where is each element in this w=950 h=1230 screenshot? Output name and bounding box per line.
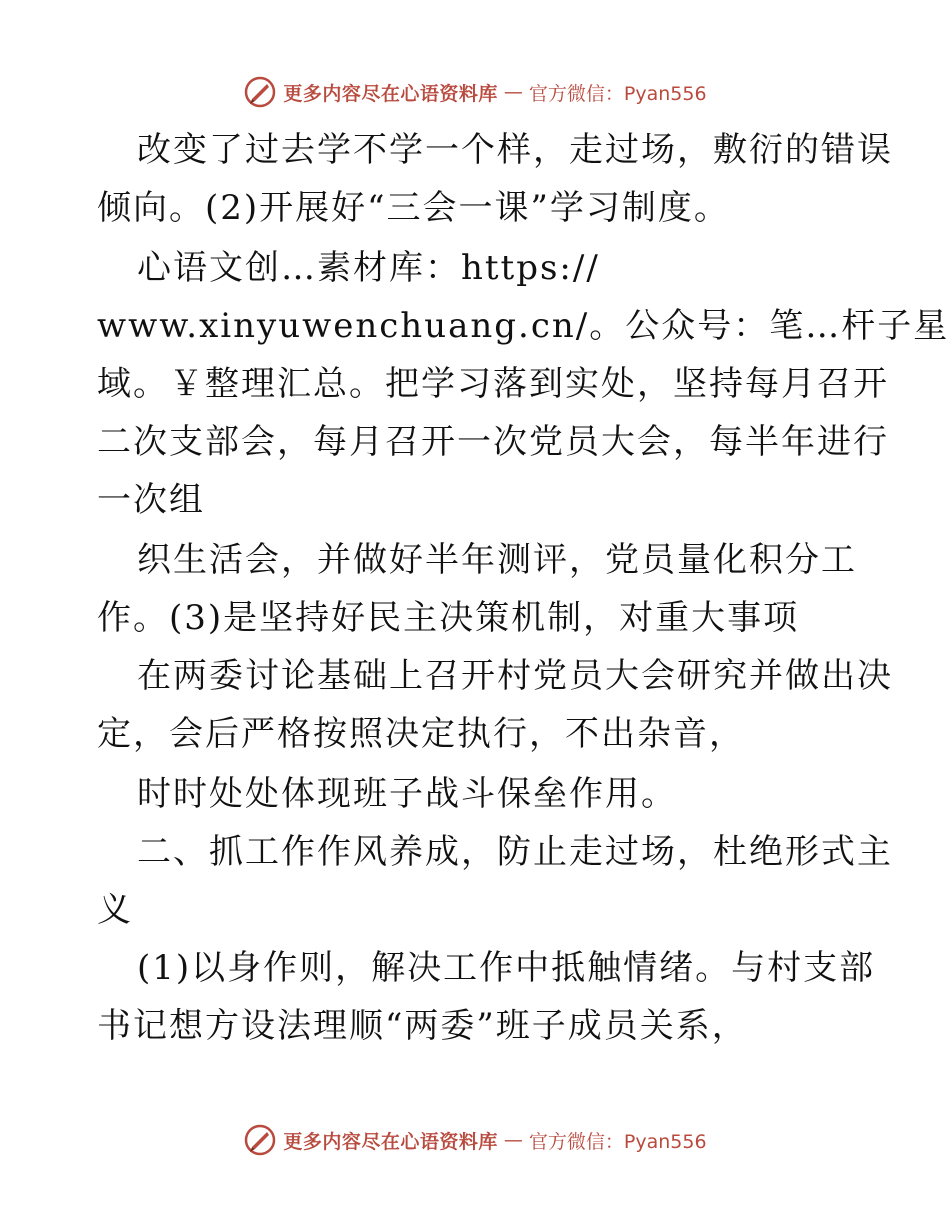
body-line: 二、抓工作作风养成，防止走过场，杜绝形式主 [137,832,893,872]
body-line: 一次组 [97,480,205,520]
body-line: 时时处处体现班子战斗保垒作用。 [137,774,677,814]
header-watermark [0,72,950,112]
body-line: 作。(3)是坚持好民主决策机制，对重大事项 [97,598,800,638]
watermark-contact: 官方微信：Pyan556 [528,1130,707,1153]
footer-watermark [0,1120,950,1160]
body-line: 心语文创…素材库：https:// [137,248,600,288]
body-line: www.xinyuwenchuang.cn/。公众号：笔…杆子星 [97,306,950,346]
quill-logo-icon [243,75,277,109]
body-line: 二次支部会，每月召开一次党员大会，每半年进行 [97,422,889,462]
body-line: 织生活会，并做好半年测评，党员量化积分工 [137,540,857,580]
body-line: 书记想方设法理顺“两委”班子成员关系， [97,1006,748,1046]
watermark-separator: — [503,1129,523,1151]
body-line: 倾向。(2)开展好“三会一课”学习制度。 [97,188,730,228]
watermark-separator: — [503,81,523,103]
watermark-text: 更多内容尽在心语资料库 [283,82,498,105]
body-line: 改变了过去学不学一个样，走过场，敷衍的错误 [137,130,893,170]
body-line: 在两委讨论基础上召开村党员大会研究并做出决 [137,656,893,696]
watermark-text: 更多内容尽在心语资料库 [283,1130,498,1153]
quill-logo-icon [243,1123,277,1157]
body-line: (1)以身作则，解决工作中抵触情绪。与村支部 [137,948,876,988]
watermark-contact: 官方微信：Pyan556 [528,82,707,105]
body-line: 定，会后严格按照决定执行，不出杂音， [97,714,745,754]
body-line: 义 [97,890,133,930]
body-line: 域。￥整理汇总。把学习落到实处，坚持每月召开 [97,364,889,404]
